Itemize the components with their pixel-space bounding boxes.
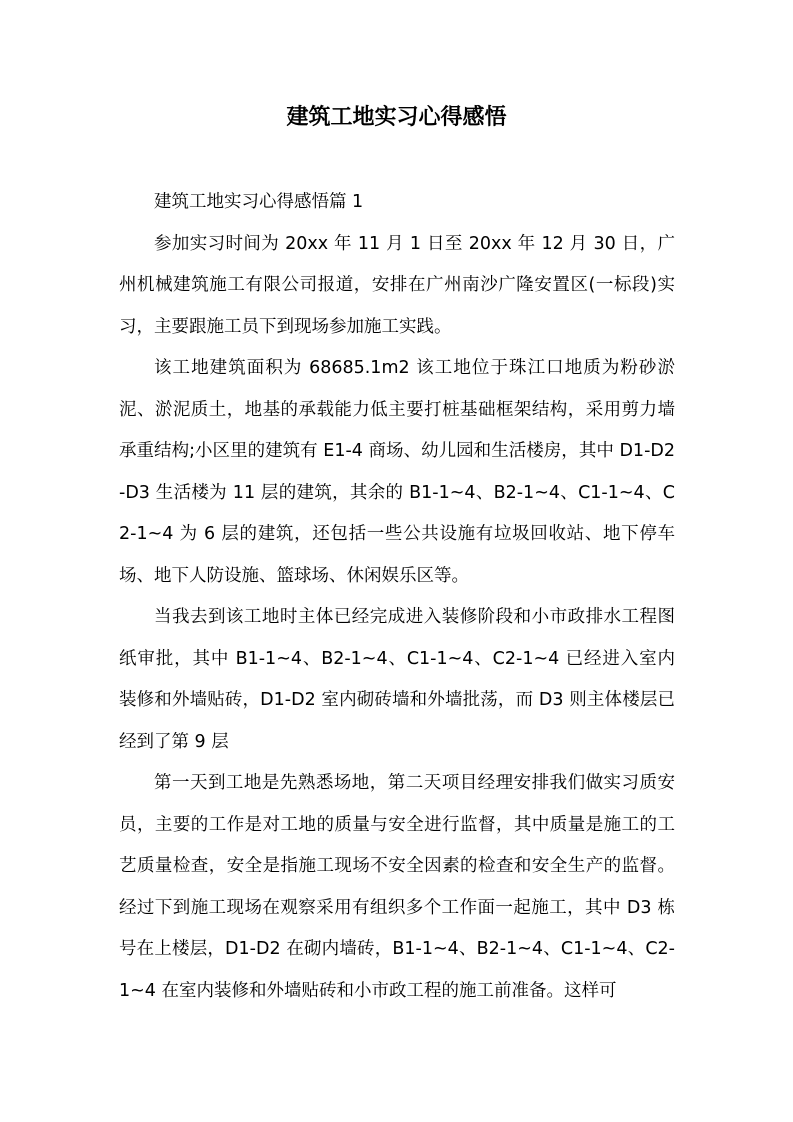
- paragraph: 该工地建筑面积为 68685.1m2 该工地位于珠江口地质为粉砂淤泥、淤泥质土，地基的承载能力低主要打桩基础框架结构，采用剪力墙承重结构;小区里的建筑有 E1-4 商场、幼儿园和生活楼房，其中 D1-D2-D3 生活楼为 11 层的建筑，其余的 B1-1~4、B2-1~4、C1-1~4、C2-1~4 为 6 层的建筑，还包括一些公共设施有垃圾回收站、地下停车场、地下人防设施、篮球场、休闲娱乐区等。: [119, 358, 675, 586]
- paragraph: 当我去到该工地时主体已经完成进入装修阶段和小市政排水工程图纸审批，其中 B1-1~4、B2-1~4、C1-1~4、C2-1~4 已经进入室内装修和外墙贴砖，D1-D2 室内砌砖墙和外墙批荡，而 D3 则主体楼层已经到了第 9 层: [119, 607, 675, 752]
- section-heading: 建筑工地实习心得感悟篇 1: [154, 192, 364, 212]
- paragraph: 第一天到工地是先熟悉场地，第二天项目经理安排我们做实习质安员，主要的工作是对工地的质量与安全进行监督，其中质量是施工的工艺质量检查，安全是指施工现场不安全因素的检查和安全生产的监督。经过下到施工现场在观察采用有组织多个工作面一起施工，其中 D3 栋号在上楼层，D1-D2 在砌内墙砖，B1-1~4、B2-1~4、C1-1~4、C2-1~4 在室内装修和外墙贴砖和小市政工程的施工前准备。这样可: [119, 773, 675, 1001]
- document-title: 建筑工地实习心得感悟: [286, 105, 507, 130]
- document-body: [119, 182, 675, 1012]
- paragraph: 参加实习时间为 20xx 年 11 月 1 日至 20xx 年 12 月 30 日，广州机械建筑施工有限公司报道，安排在广州南沙广隆安置区(一标段)实习，主要跟施工员下到现场参加施工实践。: [119, 233, 675, 337]
